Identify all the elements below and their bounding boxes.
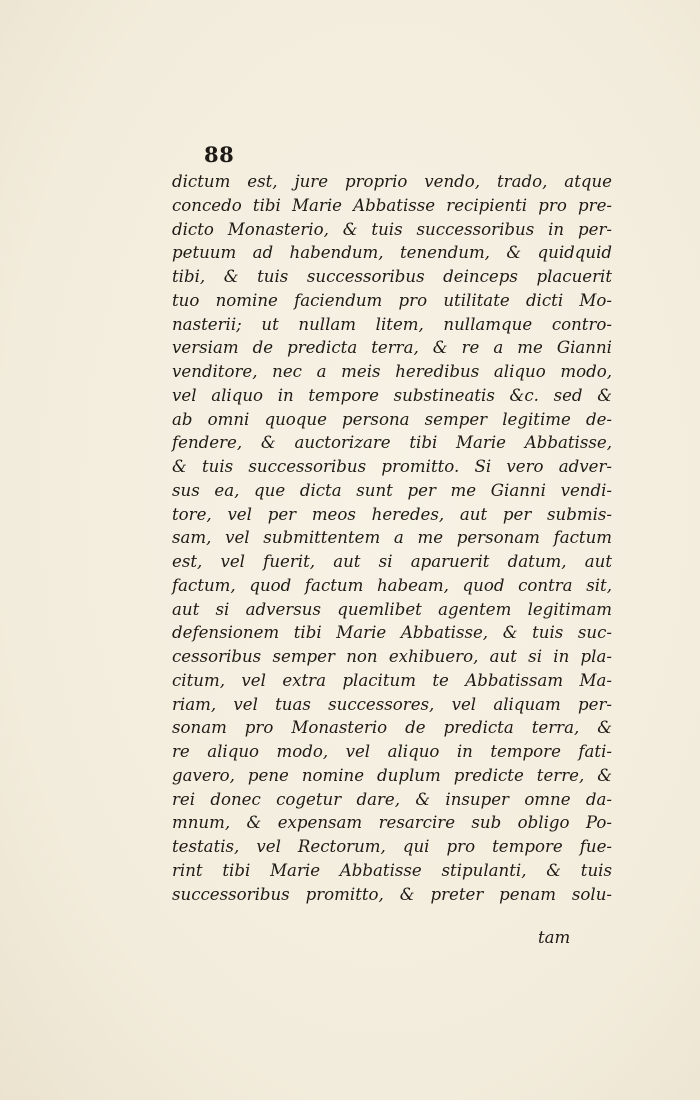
text-line: tuo nomine faciendum pro utilitate dicti Mo-	[172, 290, 612, 310]
text-line: successoribus promitto, & preter penam solu-	[172, 884, 612, 904]
text-line: sonam pro Monasterio de predicta terra, &	[172, 718, 612, 738]
text-line: tibi, & tuis successoribus deinceps placuerit	[172, 267, 612, 286]
text-line: cessoribus semper non exhibuero, aut si in pla-	[172, 647, 612, 666]
text-line: citum, vel extra placitum te Abbatissam Ma-	[172, 670, 612, 690]
page-number: 88	[204, 142, 235, 167]
text-line: ab omni quoque persona semper legitime de-	[172, 409, 612, 429]
text-line: fendere, & auctorizare tibi Marie Abbatisse,	[172, 433, 612, 453]
text-line: est, vel fuerit, aut si aparuerit datum, aut	[172, 552, 612, 571]
body-text	[172, 170, 612, 906]
catchword: tam	[538, 928, 571, 947]
text-line: rint tibi Marie Abbatisse stipulanti, & tuis	[172, 860, 612, 880]
text-line: re aliquo modo, vel aliquo in tempore fati-	[172, 742, 612, 761]
text-line: factum, quod factum habeam, quod contra sit,	[172, 575, 612, 595]
text-line: tore, vel per meos heredes, aut per submis-	[172, 504, 612, 524]
text-line: sus ea, que dicta sunt per me Gianni vendi-	[172, 480, 612, 500]
text-line: nasterii; ut nullam litem, nullamque contro-	[172, 314, 612, 334]
text-line: dictum est, jure proprio vendo, trado, atque	[172, 172, 612, 191]
text-line: riam, vel tuas successores, vel aliquam per-	[172, 694, 612, 714]
text-line: defensionem tibi Marie Abbatisse, & tuis suc-	[172, 623, 612, 643]
text-line: aut si adversus quemlibet agentem legitimam	[172, 599, 612, 619]
text-line: dicto Monasterio, & tuis successoribus in per-	[172, 219, 612, 239]
text-line: petuum ad habendum, tenendum, & quidquid	[172, 243, 612, 263]
text-line: versiam de predicta terra, & re a me Gianni	[172, 338, 612, 358]
text-line: sam, vel submittentem a me personam factum	[172, 528, 612, 548]
text-line: gavero, pene nomine duplum predicte terre, &	[172, 765, 612, 785]
text-line: & tuis successoribus promitto. Si vero adver-	[172, 457, 612, 476]
text-line: vel aliquo in tempore substineatis &c. sed &	[172, 385, 612, 405]
text-line: testatis, vel Rectorum, qui pro tempore fue-	[172, 837, 612, 856]
text-line: venditore, nec a meis heredibus aliquo modo,	[172, 362, 612, 381]
text-line: rei donec cogetur dare, & insuper omne da-	[172, 789, 612, 809]
text-line: concedo tibi Marie Abbatisse recipienti pro pre-	[172, 195, 612, 215]
text-line: mnum, & expensam resarcire sub obligo Po-	[172, 813, 612, 833]
